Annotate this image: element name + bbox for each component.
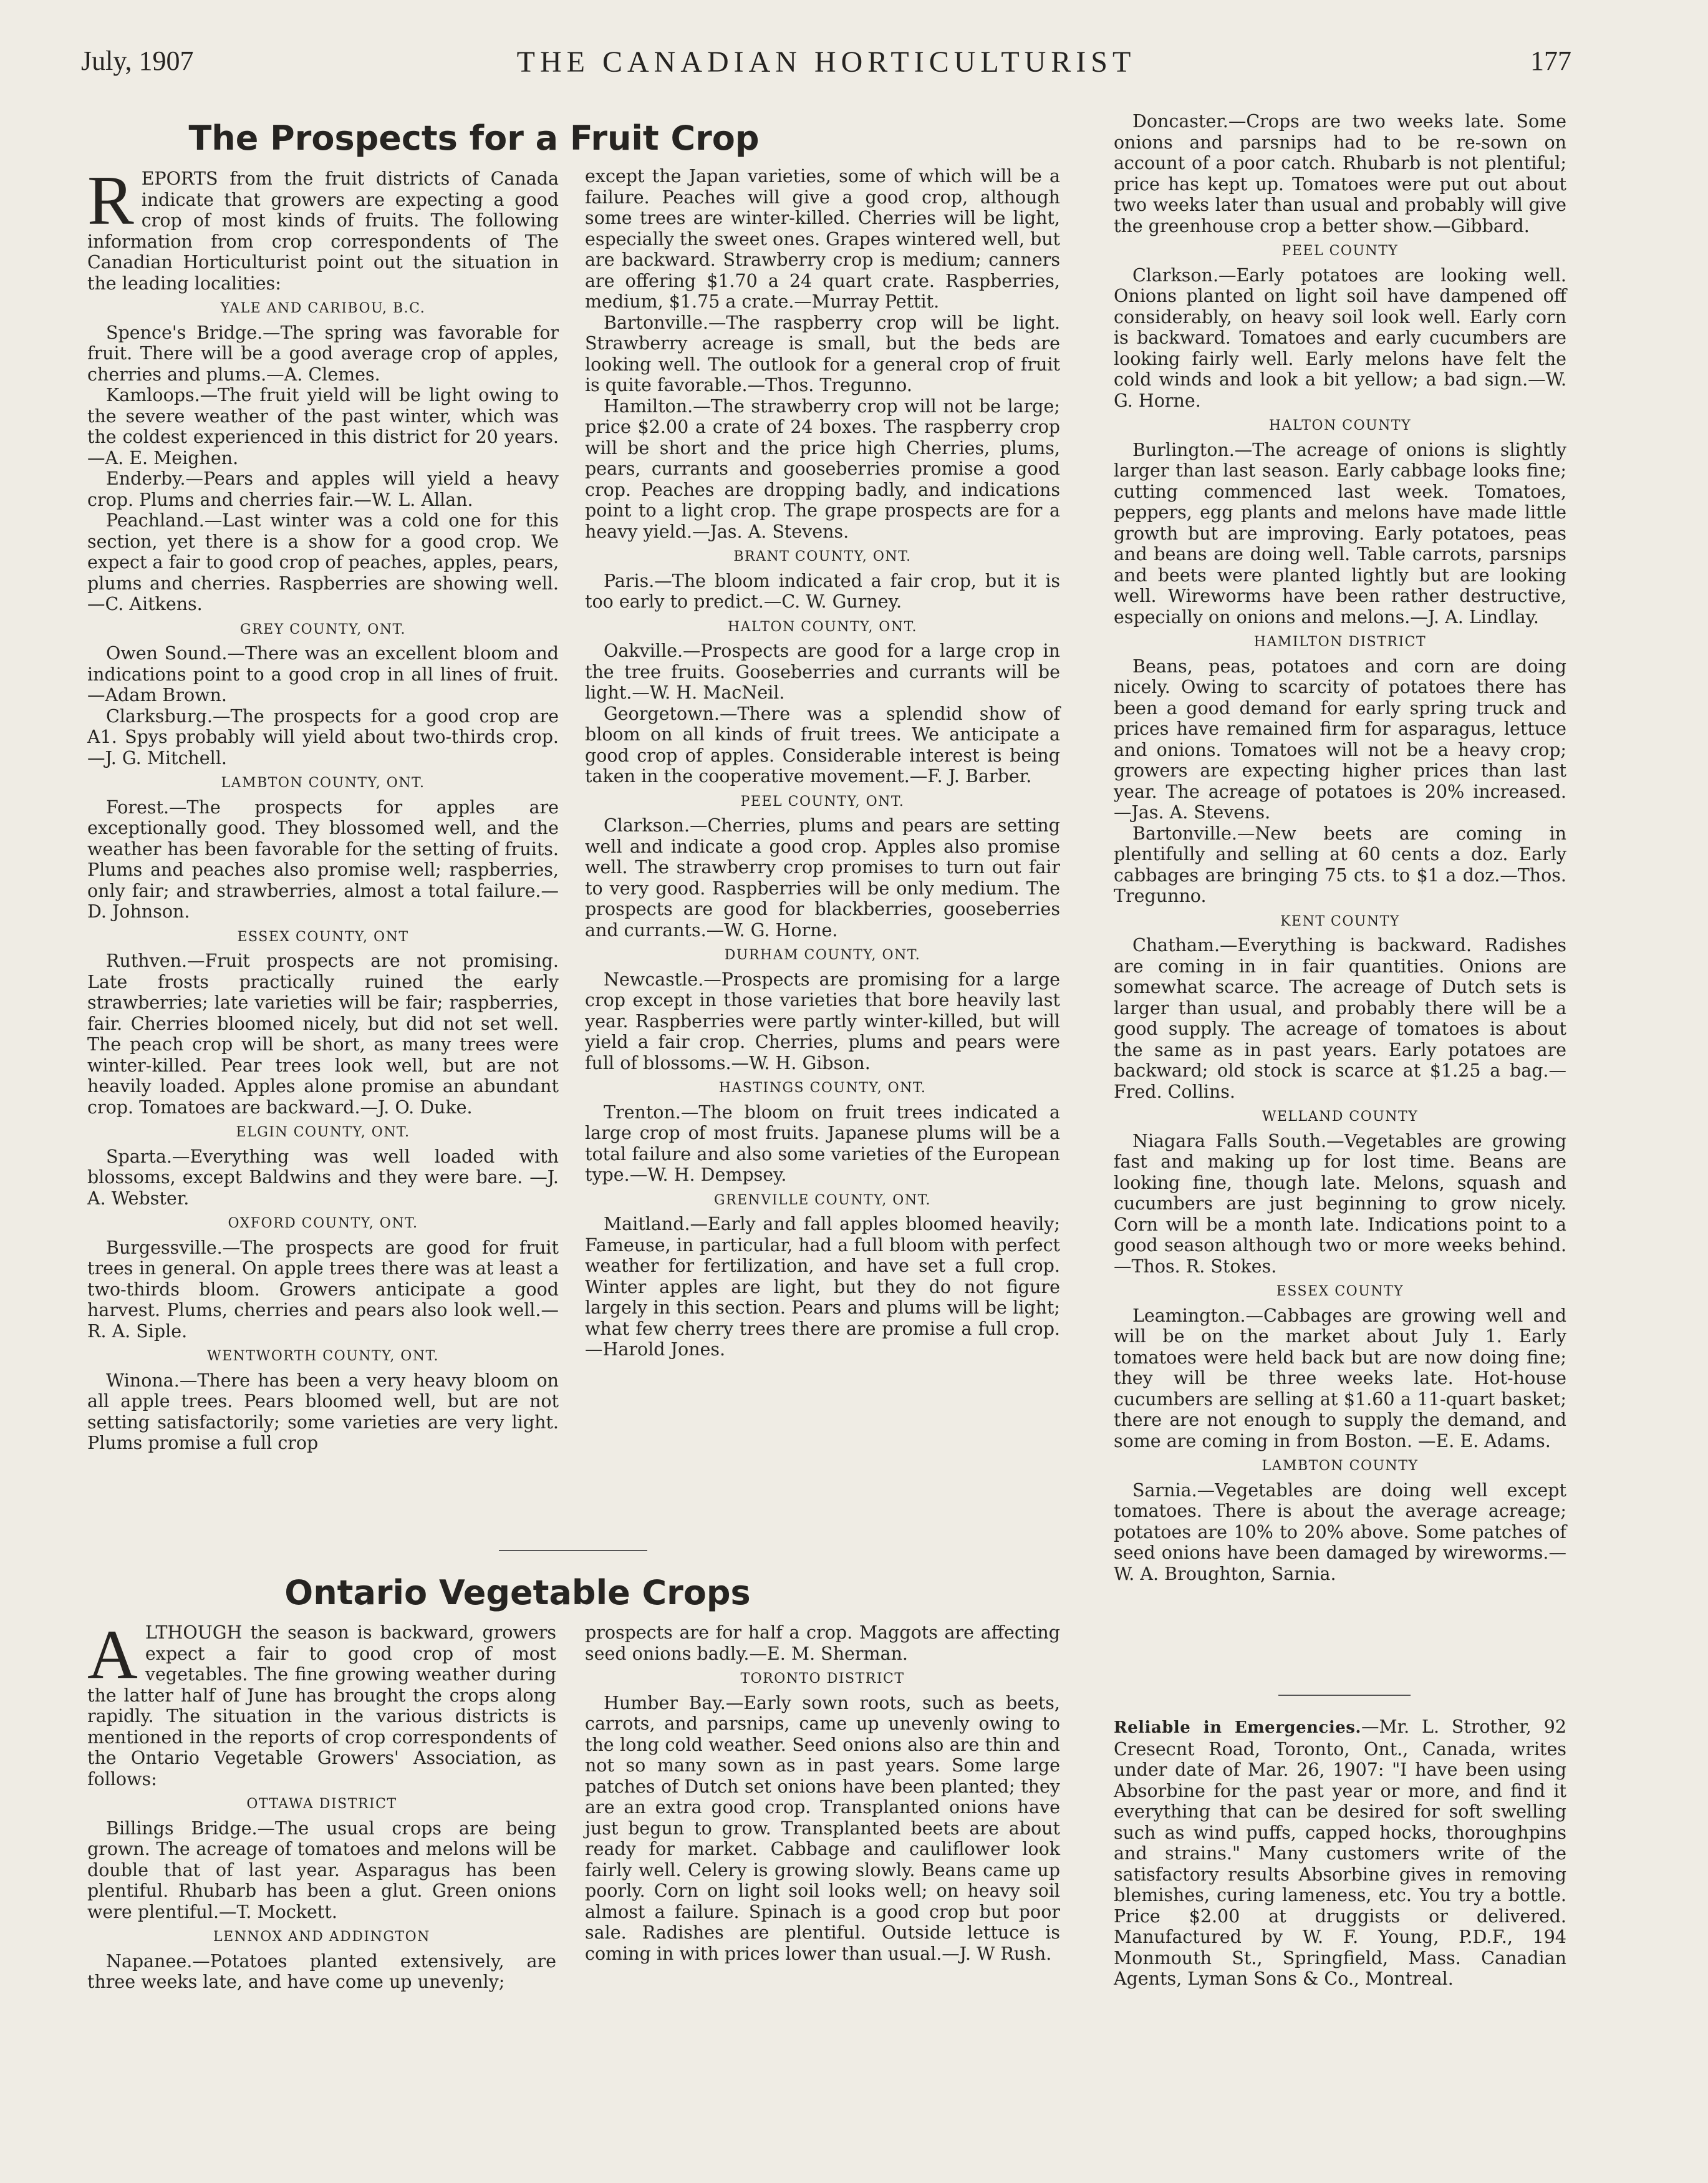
- region-heading: HALTON COUNTY, ONT.: [727, 619, 918, 635]
- report-paragraph: Paris.—The bloom indicated a fair crop, but it is too early to predict.—C. W. Gurney.: [585, 570, 1060, 612]
- report-paragraph: Burgessville.—The prospects are good for fruit trees in general. On apple trees there was at least a two-thirds bloom. Growers anticipate a good harvest. Plums, cherries and pears also look well.—R. A. Siple.: [87, 1237, 559, 1342]
- report-paragraph: Owen Sound.—There was an excellent bloom and indications point to a good crop in all lines of fruit.—Adam Brown.: [87, 643, 559, 705]
- region-heading: HASTINGS COUNTY, ONT.: [718, 1080, 927, 1096]
- drop-cap: A: [87, 1616, 138, 1693]
- report-paragraph: Beans, peas, potatoes and corn are doing nicely. Owing to scarcity of potatoes there has been a good demand for early spring truck and prices have remained firm for asparagus, lettuce and onions. Tomatoes will not be a heavy crop; growers are expecting higher prices than last year. The acreage of potatoes is 20% increased. —Jas. A. Stevens.: [1114, 656, 1566, 823]
- region-heading: PEEL COUNTY: [1281, 243, 1399, 259]
- notice-divider: [1278, 1695, 1411, 1696]
- region-heading: YALE AND CARIBOU, B.C.: [220, 301, 426, 316]
- region-heading: HAMILTON DISTRICT: [1253, 634, 1427, 650]
- notice-heading: Reliable in Emergencies.: [1114, 1718, 1361, 1737]
- masthead: THE CANADIAN HORTICULTURIST: [516, 46, 1136, 79]
- absorbine-notice: [1114, 1716, 1566, 1990]
- report-paragraph: Clarksburg.—The prospects for a good crop are A1. Spys probably will yield about two-thirds crop.—J. G. Mitchell.: [87, 705, 559, 768]
- page-number: 177: [1530, 46, 1571, 76]
- running-header: [81, 45, 1571, 89]
- report-paragraph: Spence's Bridge.—The spring was favorable for fruit. There will be a good average crop of apples, cherries and plums.—A. Clemes.: [87, 322, 559, 385]
- report-paragraph: Billings Bridge.—The usual crops are being grown. The acreage of tomatoes and melons will be double that of last year. Asparagus has been plentiful. Rhubarb has been a glut. Green onions were plentiful.—T. Mockett.: [87, 1818, 556, 1922]
- issue-date: July, 1907: [81, 46, 194, 76]
- report-paragraph: Humber Bay.—Early sown roots, such as beets, carrots, and parsnips, came up unevenly owing to the long cold weather. Seed onions also are thin and not so many sown as in past years. Some large patches of Dutch set onions have been planted; they are an extra good crop. Transplanted onions have just begun to grow. Transplanted beets are about ready for market. Cabbage and cauliflower look fairly well. Celery is growing slowly. Beans came up poorly. Corn on light soil looks well; on heavy soil almost a failure. Spinach is a good crop but poor sale. Radishes are plentiful. Outside lettuce is coming in with prices lower than usual.—J. W Rush.: [585, 1692, 1060, 1964]
- vegetable-article-title: Ontario Vegetable Crops: [284, 1573, 751, 1612]
- region-heading: HALTON COUNTY: [1268, 418, 1412, 433]
- fruit-column-1: [87, 162, 559, 1454]
- report-paragraph: Doncaster.—Crops are two weeks late. Some onions and parsnips had to be re-sown on account of a poor catch. Rhubarb is not plentiful; price has kept up. Tomatoes were put out about two weeks later than usual and probably will give the greenhouse crop a better show.—Gibbard.: [1114, 111, 1566, 236]
- region-heading: TORONTO DISTRICT: [740, 1671, 905, 1687]
- region-heading: LAMBTON COUNTY: [1262, 1458, 1419, 1474]
- report-paragraph: Clarkson.—Early potatoes are looking well. Onions planted on light soil have dampened off considerably, on heavy soil look well. Early corn is backward. Tomatoes and early cucumbers are looking fairly well. Early melons have felt the cold winds and look a bit yellow; a bad sign.—W. G. Horne.: [1114, 264, 1566, 411]
- report-paragraph: prospects are for half a crop. Maggots are affecting seed onions badly.—E. M. Sherman.: [585, 1622, 1060, 1664]
- report-paragraph: Maitland.—Early and fall apples bloomed heavily; Fameuse, in particular, had a full bloom with perfect weather for fertilization, and have set a full crop. Winter apples are light, but they do not figure largely in this section. Pears and plums will be light; what few cherry trees there are promise a full crop.—Harold Jones.: [585, 1214, 1060, 1360]
- report-paragraph: Sarnia.—Vegetables are doing well except tomatoes. There is about the average acreage; potatoes are 10% to 20% above. Some patches of seed onions have been damaged by wireworms.—W. A. Broughton, Sarnia.: [1114, 1479, 1566, 1584]
- notice-text: —Mr. L. Strother, 92 Cresecnt Road, Toronto, Ont., Canada, writes under date of Mar. 26, 1907: "I have been using Absorbine for the past year or more, and find it everything that can be desired for soft swelling such as wind puffs, capped hocks, thoroughpins and strains." Many customers write of the satisfactory results Absorbine gives in removing blemishes, curing lameness, etc. You try a bottle. Price $2.00 at druggists or delivered. Manufactured by W. F. Young, P.D.F., 194 Monmouth St., Springfield, Mass. Canadian Agents, Lyman Sons & Co., Montreal.: [1114, 1716, 1566, 1989]
- region-heading: PEEL COUNTY, ONT.: [740, 793, 905, 810]
- report-paragraph: Enderby.—Pears and apples will yield a heavy crop. Plums and cherries fair.—W. L. Allan.: [87, 468, 559, 510]
- vegetable-intro: ALTHOUGH the season is backward, growers expect a fair to good crop of most vegetables. The fine growing weather during the latter half of June has brought the crops along rapidly. The situation in the various districts is mentioned in the reports of crop correspondents of the Ontario Vegetable Growers' Association, as follows:: [87, 1616, 556, 1789]
- fruit-column-2: [585, 166, 1060, 1360]
- region-heading: WELLAND COUNTY: [1262, 1109, 1419, 1125]
- section-divider: [499, 1550, 647, 1551]
- region-heading: DURHAM COUNTY, ONT.: [724, 947, 921, 963]
- fruit-intro: REPORTS from the fruit districts of Canada indicate that growers are expecting a good crop of most kinds of fruits. The following information from crop correspondents of The Canadian Horticulturist point out the situation in the leading localities:: [87, 162, 559, 294]
- report-paragraph: Forest.—The prospects for apples are exceptionally good. They blossomed well, and the weather has been favorable for the setting of fruits. Plums and peaches also promise well; raspberries, only fair; and strawberries, almost a total failure.—D. Johnson.: [87, 796, 559, 922]
- region-heading: WENTWORTH COUNTY, ONT.: [206, 1348, 439, 1364]
- report-paragraph: Hamilton.—The strawberry crop will not be large; price $2.00 a crate of 24 boxes. The raspberry crop will be short and the price high Cherries, plums, pears, currants and gooseberries promise a good crop. Peaches are dropping badly, and indications point to a light crop. The grape prospects are for a heavy yield.—Jas. A. Stevens.: [585, 395, 1060, 542]
- region-heading: KENT COUNTY: [1280, 913, 1400, 929]
- region-heading: BRANT COUNTY, ONT.: [733, 549, 912, 564]
- report-paragraph: Sparta.—Everything was well loaded with blossoms, except Baldwins and they were bare. —J. A. Webster.: [87, 1146, 559, 1209]
- region-heading: LAMBTON COUNTY, ONT.: [221, 775, 425, 791]
- report-paragraph: Winona.—There has been a very heavy bloom on all apple trees. Pears bloomed well, but are not setting satisfactorily; some varieties are very light. Plums promise a full crop: [87, 1370, 559, 1453]
- report-paragraph: Kamloops.—The fruit yield will be light owing to the severe weather of the past winter, which was the coldest experienced in this district for 20 years.—A. E. Meighen.: [87, 385, 559, 468]
- report-paragraph: Niagara Falls South.—Vegetables are growing fast and making up for lost time. Beans are looking fine, though late. Melons, squash and cucumbers are just beginning to grow nicely. Corn will be a month late. Indications point to a good season although two or more weeks behind.—Thos. R. Stokes.: [1114, 1130, 1566, 1277]
- vegetable-column-1: [87, 1616, 556, 1993]
- report-paragraph: Bartonville.—The raspberry crop will be light. Strawberry acreage is small, but the beds are looking well. The outlook for a general crop of fruit is quite favorable.—Thos. Tregunno.: [585, 312, 1060, 395]
- region-heading: ELGIN COUNTY, ONT.: [236, 1125, 410, 1140]
- report-paragraph: Chatham.—Everything is backward. Radishes are coming in in fair quantities. Onions are somewhat scarce. The acreage of Dutch sets is larger than usual, and probably there will be a good supply. The acreage of tomatoes is about the same as in past years. Early potatoes are backward; old stock is scarce at $1.25 a bag.—Fred. Collins.: [1114, 935, 1566, 1102]
- report-paragraph: except the Japan varieties, some of which will be a failure. Peaches will give a good crop, although some trees are winter-killed. Cherries will be light, especially the sweet ones. Grapes wintered well, but are backward. Strawberry crop is medium; canners are offering $1.70 a 24 quart crate. Raspberries, medium, $1.75 a crate.—Murray Pettit.: [585, 166, 1060, 312]
- region-heading: OTTAWA DISTRICT: [246, 1796, 397, 1812]
- region-heading: ESSEX COUNTY, ONT: [237, 929, 409, 945]
- region-heading: LENNOX AND ADDINGTON: [213, 1929, 430, 1945]
- report-paragraph: Newcastle.—Prospects are promising for a large crop except in those varieties that bore heavily last year. Raspberries were partly winter-killed, but will yield a fair crop. Cherries, plums and pears were full of blossoms.—W. H. Gibson.: [585, 969, 1060, 1073]
- report-paragraph: Napanee.—Potatoes planted extensively, are three weeks late, and have come up unevenly;: [87, 1950, 556, 1992]
- report-paragraph: Ruthven.—Fruit prospects are not promising. Late frosts practically ruined the early strawberries; late varieties will be fair; raspberries, fair. Cherries bloomed nicely, but did not set well. The peach crop will be short, as many trees were winter-killed. Pear trees look well, but are not heavily loaded. Apples alone promise an abundant crop. Tomatoes are backward.—J. O. Duke.: [87, 951, 559, 1118]
- report-paragraph: Burlington.—The acreage of onions is slightly larger than last season. Early cabbage looks fine; cutting commenced last week. Tomatoes, peppers, egg plants and melons have made little growth but are improving. Early potatoes, peas and beans are doing well. Table carrots, parsnips and beets were planted lightly but are looking well. Wireworms have been rather destructive, especially on onions and melons.—J. A. Lindlay.: [1114, 439, 1566, 627]
- report-paragraph: Clarkson.—Cherries, plums and pears are setting well and indicate a good crop. Apples also promise well. The strawberry crop promises to turn out fair to very good. Raspberries will be only medium. The prospects are good for blackberries, gooseberries and currants.—W. G. Horne.: [585, 815, 1060, 941]
- report-paragraph: Oakville.—Prospects are good for a large crop in the tree fruits. Gooseberries and currants will be light.—W. H. MacNeil.: [585, 641, 1060, 703]
- report-paragraph: Bartonville.—New beets are coming in plentifully and selling at 60 cents a doz. Early cabbages are bringing 75 cts. to $1 a doz.—Thos. Tregunno.: [1114, 823, 1566, 906]
- report-paragraph: Peachland.—Last winter was a cold one for this section, yet there is a show for a good crop. We expect a fair to good crop of peaches, apples, pears, plums and cherries. Raspberries are showing well.—C. Aitkens.: [87, 510, 559, 614]
- report-paragraph: Georgetown.—There was a splendid show of bloom on all kinds of fruit trees. We anticipate a good crop of apples. Considerable interest is being taken in the cooperative movement.—F. J. Barber.: [585, 703, 1060, 787]
- vegetable-reports-column-3: [1114, 111, 1566, 1584]
- region-heading: OXFORD COUNTY, ONT.: [228, 1216, 418, 1231]
- report-paragraph: Leamington.—Cabbages are growing well and will be on the market about July 1. Early tomatoes were held back but are now doing fine; they will be three weeks late. Hot-house cucumbers are selling at $1.60 a 11-quart basket; there are not enough to supply the demand, and some are coming in from Boston. —E. E. Adams.: [1114, 1305, 1566, 1451]
- drop-cap: R: [87, 162, 134, 240]
- vegetable-column-2: [585, 1622, 1060, 1964]
- region-heading: ESSEX COUNTY: [1276, 1284, 1404, 1299]
- report-paragraph: Trenton.—The bloom on fruit trees indicated a large crop of most fruits. Japanese plums will be a total failure and also some varieties of the European type.—W. H. Dempsey.: [585, 1101, 1060, 1185]
- fruit-article-title: The Prospects for a Fruit Crop: [188, 119, 760, 158]
- region-heading: GREY COUNTY, ONT.: [240, 621, 406, 637]
- region-heading: GRENVILLE COUNTY, ONT.: [713, 1192, 932, 1208]
